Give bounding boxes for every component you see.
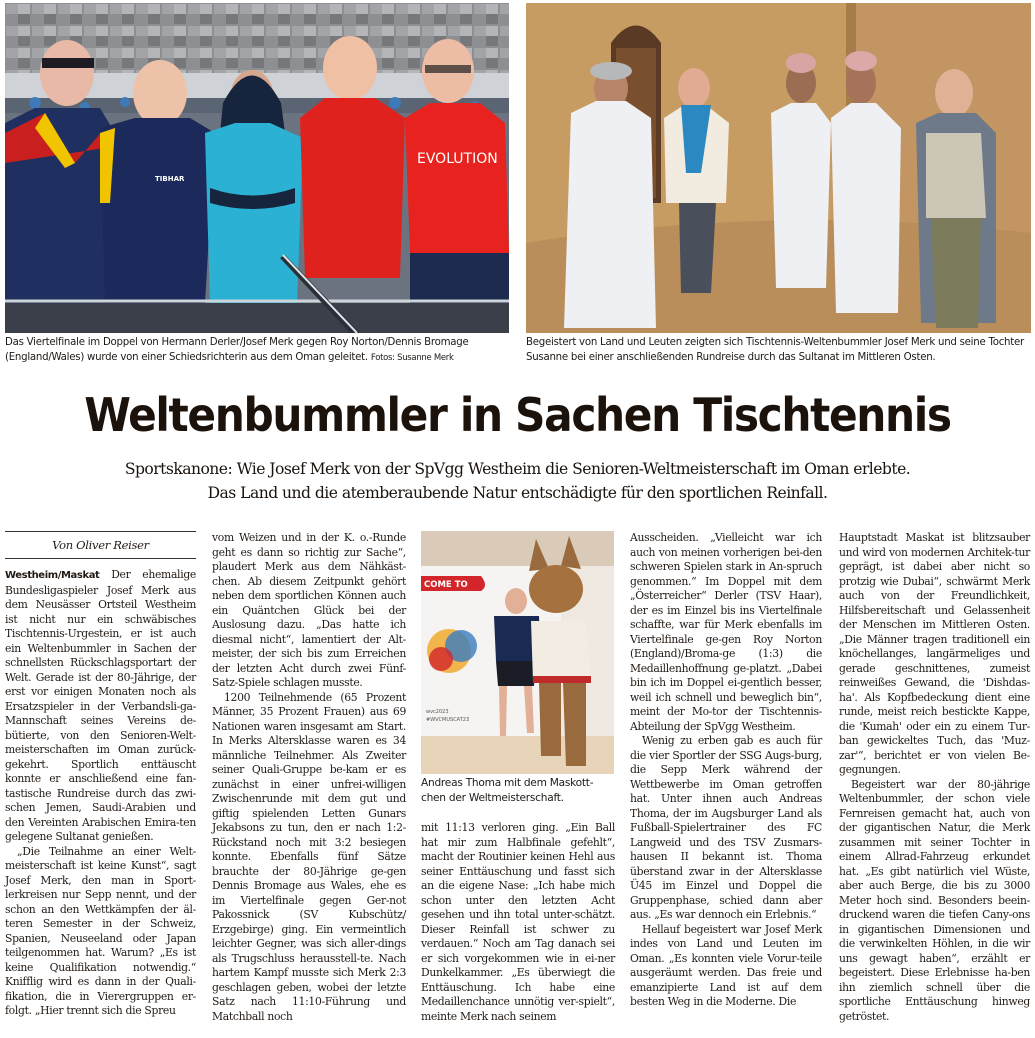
author-byline: Von Oliver Reiser <box>5 531 196 559</box>
article-paragraph: Begeistert war der 80-jährige Weltenbummler, der schon viele Fernreisen gemacht hat, auch von der gigantischen Natur, die Merk zusammen mit seiner Tochter in einem Allrad-Fahrzeug erkundet hat. „Es gibt natürlich viel Wüste, aber auch Berge, die bis zu 3000 Meter hoch sind. Besonders beein-druckend waren die tiefen Cany-ons in gigantischen Dimensionen und die verwinkelten Höhlen, in die wir uns gewagt haben“, erzählt er begeistert. Diese Erlebnisse ha-ben ihn ziemlich schnell über die sportliche Enttäuschung hinweg getröstet. <box>839 777 1030 1023</box>
article-column-1 <box>5 568 196 1019</box>
photo-caption-2: Begeistert von Land und Leuten zeigten sich Tischtennis-Weltenbummler Josef Merk und seine Tochter Susanne bei einer anschließenden Rundreise durch das Sultanat im Mittleren Osten. <box>526 337 1024 363</box>
photo-credit: Fotos: Susanne Merk <box>370 353 454 363</box>
article-paragraph: mit 11:13 verloren ging. „Ein Ball hat mir zum Halbfinale gefehlt“, macht der Routinier keinen Hehl aus seiner Enttäuschung und fasst sich an die eigene Nase: „Ich habe mich schon unter den letzten Acht gesehen und ihn total unter-schätzt. Dieser Reinfall ist schwer zu verdauen.“ Noch am Tag danach sei er sich vorgekommen wie in ei-ner Dunkelkammer. „Es überwiegt die Enttäuschung. Ich habe eine Medaillenchance unnötig ver-spielt“, meinte Merk nach seinem <box>421 821 615 1023</box>
photo-illustration-mascot <box>421 531 614 774</box>
article-paragraph: Hauptstadt Maskat ist blitzsauber und wird von modernen Architek-tur geprägt, ist dabei aber nicht so protzig wie Dubai“, schwärmt Merk auch von der Freundlichkeit, Hilfsbereitschaft und Gelassenheit der Menschen im Mittleren Osten. „Die Männer tragen traditionell ein knöchellanges, langärmeliges und gerade geschnittenes, zumeist reinweißes Gewand, die 'Dishdas-ha'. Als Kopfbedeckung dient eine runde, meist reich bestickte Kappe, die 'Kumah' oder ein zu einem Tur-ban gewickeltes Tuch, das 'Muz-zar'“, berichtet er von vielen Be-gegnungen. <box>839 531 1030 776</box>
article-column-4 <box>630 531 822 1010</box>
photo-caption-3: Andreas Thoma mit dem Maskott-chen der Weltmeisterschaft. <box>421 777 594 804</box>
article-column-5 <box>839 531 1030 1024</box>
photo-oman-group <box>526 3 1031 333</box>
banner-text: COME TO <box>424 580 468 590</box>
photo-table-tennis-players <box>5 3 509 333</box>
article-column-2 <box>212 531 406 1024</box>
caption-text: Das Viertelfinale im Doppel von Hermann Derler/Josef Merk gegen Roy Norton/Dennis Bromage (England/Wales) wurde von einer Schiedsrichterin aus dem Oman geleitet. <box>5 337 469 363</box>
subheadline <box>0 457 1035 505</box>
article-column-3 <box>421 821 615 1024</box>
subheadline-line-1: Sportskanone: Wie Josef Merk von der SpVgg Westheim die Senioren-Weltmeisterschaft im Oman erlebte. <box>124 460 911 478</box>
article-paragraph: Ausscheiden. „Vielleicht war ich auch von meinen vorherigen bei-den schweren Spielen stark in An-spruch genommen.“ Im Doppel mit dem „Österreicher“ Derler (TSV Haar), der es im Einzel bis ins Viertelfinale schaffte, war für Merk ebenfalls im Viertelfinale ge-gen Roy Norton (England)/Broma-ge (1:3) die Medaillenhoffnung ge-platzt. „Dabei bin ich im Doppel ei-gentlich besser, weil ich schnell und beweglich bin“, meint der Mo-tor der Tischtennis-Abteilung der SpVgg Westheim. <box>630 531 822 733</box>
photo-illustration-players <box>5 3 509 333</box>
paragraph-text: Der ehemalige Bundesligaspieler Josef Merk aus dem Neusässer Ortsteil Westheim ist nicht nur ein schwäbisches Tischtennis-Urgestein, er ist auch ein Weltenbummler in Sachen der schnellsten Rückschlagsportart der Welt. Gerade ist der 80-Jährige, der erst vor einigen Monaten noch als Ersatzspieler in der Verbandsli-ga-Mannschaft seines Vereins de-bütierte, von den Senioren-Welt-meisterschaften im Oman zurück-gekehrt. Sportlich enttäuscht konnte er anschließend eine fan-tastische Rundreise durch das zwi-schen Jemen, Saudi-Arabien und den Vereinten Arabischen Emira-ten gelegene Sultanat genießen. <box>5 568 196 843</box>
shirt-text-evolution: EVOLUTION <box>417 151 498 167</box>
article-paragraph: Wenig zu erben gab es auch für die vier Sportler der SSG Augs-burg, die Sepp Merk während der Wettbewerbe im Oman getroffen hat. Unter ihnen auch Andreas Thoma, der im Augsburger Land als Fußball-Spielertrainer des FC Langweid und des TSV Zusmars-hausen II bekannt ist. Thoma überstand zwar in der Altersklasse Ü45 im Einzel und Doppel die Gruppenphase, schied dann aber aus. „Es war dennoch ein Erlebnis.“ <box>630 734 822 921</box>
article-paragraph: Hellauf begeistert war Josef Merk indes von Land und Leuten im Oman. „Es konnten viele Vorur-teile ausgeräumt werden. Das freie und emanzipierte Land ist auf dem besten Weg in die Moderne. Die <box>630 922 822 1008</box>
shirt-logo-text: TIBHAR <box>155 175 185 183</box>
article-paragraph: 1200 Teilnehmende (65 Prozent Männer, 35 Prozent Frauen) aus 69 Nationen waren insgesamt am Start. In Merks Altersklasse waren es 34 männliche Teilnehmer. Als Zweiter seiner Quali-Gruppe be-kam er es zunächst in einer unfrei-willigen Zwischenrunde mit dem gut und giftig spielenden Letten Gunars Jekabsons zu tun, den er nach 1:2-Rückstand noch mit 3:2 besiegen konnte. Ebenfalls fünf Sätze brauchte der 80-Jährige ge-gen Dennis Bromage aus Wales, ehe es im Viertelfinale gegen Ger-not Pakossnick (SV Kubschütz/ Erzgebirge) ging. Ein vermeintlich leichter Gegner, was sich aller-dings als Trugschluss herausstell-te. Nach hartem Kampf musste sich Merk 2:3 geschlagen geben, wobei der letzte Satz nach 11:10-Führung und Matchball noch <box>212 690 406 1023</box>
photo-caption-1 <box>5 335 515 366</box>
article-paragraph: „Die Teilnahme an einer Welt-meisterschaft ist keine Kunst“, sagt Josef Merk, den man in Sport-lerkreisen nur Sepp nennt, und der schon an den Wettkämpfen der äl-teren Semester in der Schweiz, Spanien, Neuseeland oder Japan teilgenommen hat. Warum? „Es ist keine Qualifikation notwendig.“ Knifflig wird es dann in der Quali-fikation, die in Vierergruppen er-folgt. „Hier trennt sich die Spreu <box>5 844 196 1017</box>
headline: Weltenbummler in Sachen Tischtennis <box>84 388 951 442</box>
dateline: Westheim/Maskat <box>5 570 100 581</box>
article-paragraph <box>5 568 196 845</box>
photo-illustration-oman <box>526 3 1031 333</box>
hashtag-1: wvc2023 <box>426 709 449 715</box>
hashtag-2: #WVCMUSCAT23 <box>426 717 470 723</box>
article-paragraph: vom Weizen und in der K. o.-Runde geht es dann so richtig zur Sache“, plaudert Merk aus dem Nähkäst-chen. Ab diesem Zeitpunkt gehört neben dem sportlichen Können auch ein Quäntchen Glück bei der Auslosung dazu. „Das hatte ich diesmal nicht“, lamentiert der Alt-meister, der sich bis zum Erreichen der letzten Acht durch zwei Fünf-Satz-Spiele schlagen musste. <box>212 531 406 689</box>
photo-mascot <box>421 531 614 774</box>
subheadline-line-2: Das Land und die atemberaubende Natur entschädigte für den sportlichen Reinfall. <box>207 484 828 502</box>
